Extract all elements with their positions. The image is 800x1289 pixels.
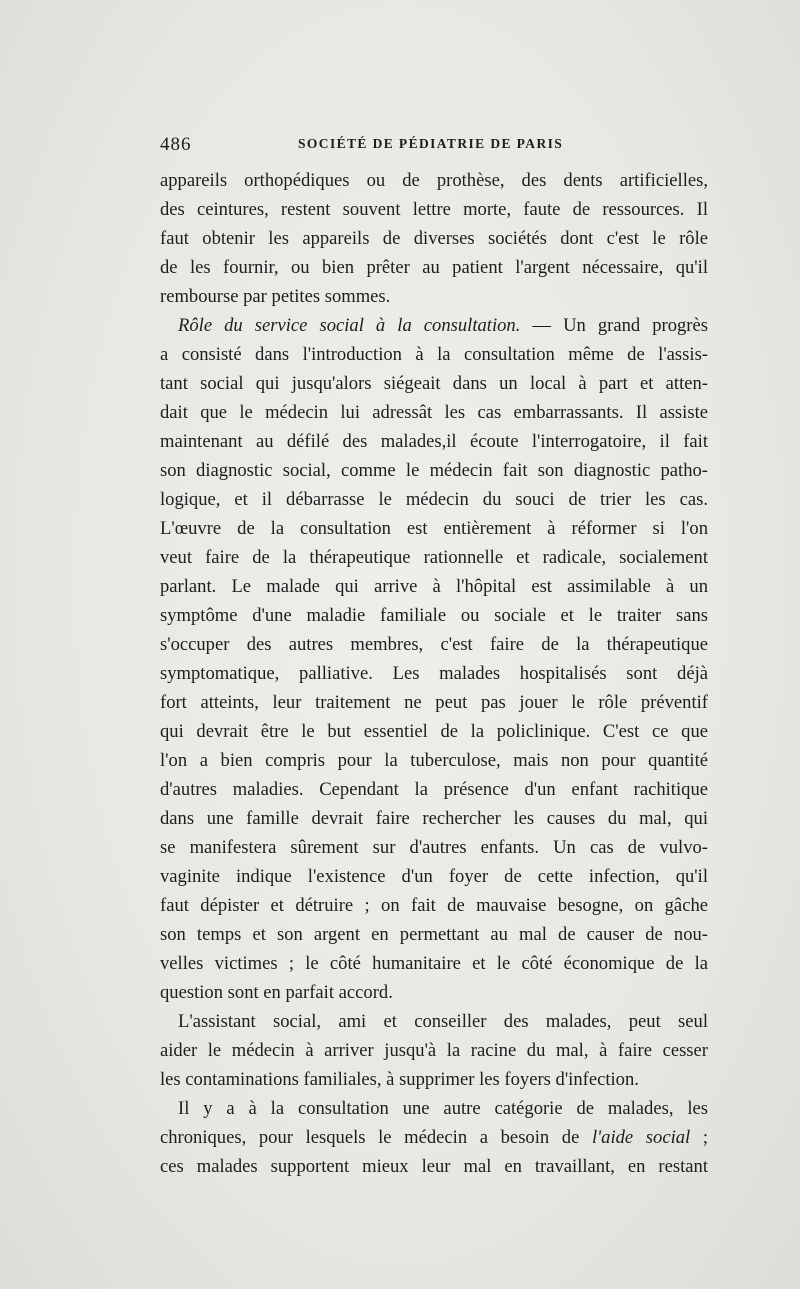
text-line: qui devrait être le but essentiel de la policlinique. C'est ce que (160, 721, 708, 742)
text-line: ces malades supportent mieux leur mal en travaillant, en restant (160, 1156, 708, 1177)
text-line: vaginite indique l'existence d'un foyer de cette infection, qu'il (160, 866, 708, 887)
text-line: rembourse par petites sommes. (160, 286, 391, 307)
text-line: faut dépister et détruire ; on fait de mauvaise besogne, on gâche (160, 895, 708, 916)
text-line (160, 1123, 708, 1152)
text-line: de les fournir, ou bien prêter au patient l'argent nécessaire, qu'il (160, 257, 708, 278)
text-line: l'on a bien compris pour la tuberculose, mais non pour quantité (160, 750, 708, 771)
text-line: son temps et son argent en permettant au mal de causer de nou- (160, 924, 708, 945)
italic-term: l'aide social (592, 1127, 691, 1148)
body-text (160, 166, 708, 1181)
section-heading: Rôle du service social à la consultation. (178, 315, 521, 336)
running-head: SOCIÉTÉ DE PÉDIATRIE DE PARIS (298, 136, 564, 151)
text-line: velles victimes ; le côté humanitaire et le côté économique de la (160, 953, 708, 974)
text-line: se manifestera sûrement sur d'autres enfants. Un cas de vulvo- (160, 837, 708, 858)
text-line: maintenant au défilé des malades,il écoute l'interrogatoire, il fait (160, 431, 708, 452)
text-line: a consisté dans l'introduction à la consultation même de l'assis- (160, 344, 708, 365)
text-line: dait que le médecin lui adressât les cas embarrassants. Il assiste (160, 402, 708, 423)
text-fragment: — Un grand progrès (520, 315, 708, 336)
text-line: L'assistant social, ami et conseiller des malades, peut seul (178, 1011, 708, 1032)
text-line: son diagnostic social, comme le médecin fait son diagnostic patho- (160, 460, 708, 481)
text-line: d'autres maladies. Cependant la présence d'un enfant rachitique (160, 779, 708, 800)
text-line: aider le médecin à arriver jusqu'à la racine du mal, à faire cesser (160, 1040, 708, 1061)
text-line: logique, et il débarrasse le médecin du souci de trier les cas. (160, 489, 708, 510)
page-header (160, 134, 708, 156)
text-fragment: ; (690, 1127, 708, 1148)
text-line: s'occuper des autres membres, c'est faire de la thérapeutique (160, 634, 708, 655)
text-line: parlant. Le malade qui arrive à l'hôpital est assimilable à un (160, 576, 708, 597)
text-line: les contaminations familiales, à supprimer les foyers d'infection. (160, 1069, 639, 1090)
text-line: fort atteints, leur traitement ne peut pas jouer le rôle préventif (160, 692, 708, 713)
text-line: faut obtenir les appareils de diverses sociétés dont c'est le rôle (160, 228, 708, 249)
text-line: dans une famille devrait faire rechercher les causes du mal, qui (160, 808, 708, 829)
page-number: 486 (160, 134, 192, 155)
text-line: appareils orthopédiques ou de prothèse, des dents artificielles, (160, 170, 708, 191)
text-fragment: chroniques, pour lesquels le médecin a besoin de (160, 1127, 592, 1148)
text-line: L'œuvre de la consultation est entièrement à réformer si l'on (160, 518, 708, 539)
text-line (160, 311, 708, 340)
text-line: symptomatique, palliative. Les malades hospitalisés sont déjà (160, 663, 708, 684)
text-line: Il y a à la consultation une autre catégorie de malades, les (178, 1098, 708, 1119)
text-line: tant social qui jusqu'alors siégeait dans un local à part et atten- (160, 373, 708, 394)
text-line: question sont en parfait accord. (160, 982, 393, 1003)
text-line: veut faire de la thérapeutique rationnelle et radicale, socialement (160, 547, 708, 568)
text-line: symptôme d'une maladie familiale ou sociale et le traiter sans (160, 605, 708, 626)
text-line: des ceintures, restent souvent lettre morte, faute de ressources. Il (160, 199, 708, 220)
